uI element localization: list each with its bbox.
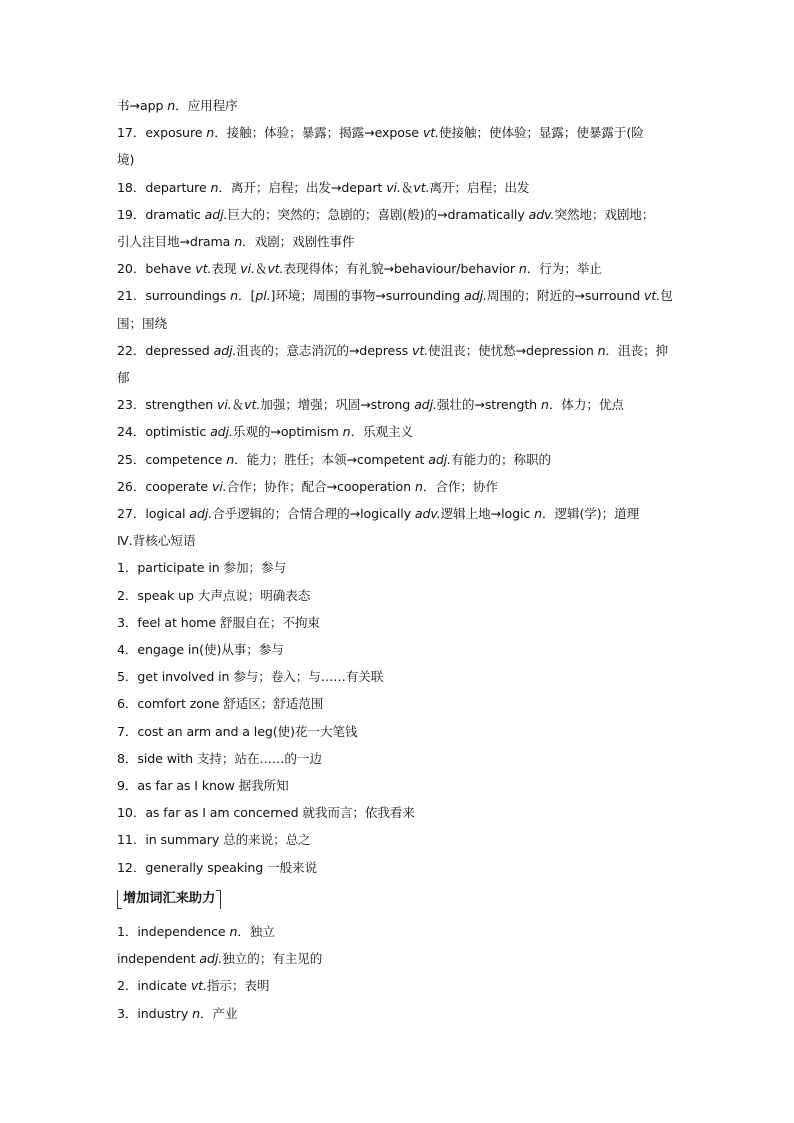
part-of-speech: n — [229, 923, 238, 939]
part-of-speech: vt. — [644, 288, 661, 304]
text-segment: independent — [117, 951, 200, 967]
part-of-speech: vt. — [195, 261, 212, 277]
text-segment: ．乐观主义 — [350, 424, 414, 440]
text-line — [117, 282, 682, 309]
text-segment: ＆ — [231, 397, 245, 413]
part-of-speech: vi. — [211, 478, 227, 494]
text-segment: 有能力的；称职的 — [451, 451, 552, 467]
text-segment: 使沮丧；使忧愁→depression — [428, 342, 598, 358]
boxed-heading: 增加词汇来助力 — [117, 889, 221, 909]
text-segment: 19．dramatic — [117, 206, 205, 222]
part-of-speech: vt. — [422, 125, 439, 141]
text-line — [117, 119, 682, 146]
part-of-speech: adj. — [199, 951, 223, 967]
text-segment: 20．behave — [117, 261, 196, 277]
text-segment: ．行为；举止 — [526, 261, 602, 277]
part-of-speech: n — [342, 424, 351, 440]
phrase-item: 2．speak up 大声点说；明确表态 — [117, 587, 311, 603]
text-segment: ．逻辑(学)；道理 — [541, 506, 640, 522]
part-of-speech: n — [518, 261, 527, 277]
part-of-speech: n — [206, 125, 215, 141]
text-segment: 突然地；戏剧地； — [554, 206, 655, 222]
phrase-item: 9．as far as I know 据我所知 — [117, 778, 289, 794]
text-segment: 境) — [117, 152, 135, 168]
part-of-speech: adv. — [528, 206, 555, 222]
text-segment: 独立的；有主见的 — [222, 951, 323, 967]
text-line — [117, 92, 682, 119]
text-line — [117, 201, 682, 228]
text-segment: ．沮丧；抑 — [605, 342, 669, 358]
part-of-speech: adj. — [204, 206, 228, 222]
text-line — [117, 500, 682, 527]
text-segment: 2．indicate — [117, 978, 191, 994]
part-of-speech: adj. — [464, 288, 487, 304]
text-line — [117, 446, 682, 473]
phrase-item: 1．participate in 参加；参与 — [117, 560, 287, 576]
text-line — [117, 310, 682, 337]
part-of-speech: adj. — [428, 451, 452, 467]
document-page — [117, 92, 682, 1027]
text-segment: 21．surroundings — [117, 288, 231, 304]
part-of-speech: n — [597, 342, 606, 358]
text-segment: ＆ — [254, 261, 268, 277]
text-segment: 表现得体；有礼貌→behaviour/behavior — [283, 261, 519, 277]
phrase-list — [117, 554, 682, 880]
part-of-speech: n — [234, 234, 243, 250]
part-of-speech: n — [167, 98, 176, 113]
text-segment: ．独立 — [237, 923, 275, 939]
text-line — [117, 337, 682, 364]
text-segment: 17．exposure — [117, 125, 207, 141]
text-segment: 强壮的→strength — [436, 397, 541, 413]
text-segment: ．接触；体验；暴露；揭露→expose — [214, 125, 423, 141]
text-segment: ＆ — [400, 179, 414, 195]
phrase-item: 11．in summary 总的来说；总之 — [117, 832, 311, 848]
part-of-speech: vt. — [267, 261, 284, 277]
text-segment: 郁 — [117, 370, 130, 386]
text-line — [117, 418, 682, 445]
text-segment: 使接触；使体验；显露；使暴露于(险 — [438, 125, 644, 141]
part-of-speech: vt. — [190, 978, 207, 994]
text-line — [117, 918, 682, 945]
text-segment: 书→app — [117, 98, 168, 113]
section-title: Ⅳ.背核心短语 — [117, 533, 196, 549]
text-segment: ．合作；协作 — [422, 478, 498, 494]
part-of-speech: n — [540, 397, 549, 413]
text-segment: 24．optimistic — [117, 424, 211, 440]
phrase-item: 5．get involved in 参与；卷入；与……有关联 — [117, 669, 384, 685]
part-of-speech: adj. — [213, 342, 237, 358]
part-of-speech: n — [192, 1005, 200, 1021]
text-segment: ．产业 — [200, 1005, 238, 1021]
extra-vocabulary-list — [117, 918, 682, 1027]
text-segment: 26．cooperate — [117, 478, 212, 494]
text-segment: 引人注目地→drama — [117, 234, 235, 250]
phrase-item: 10．as far as I am concerned 就我而言；依我看来 — [117, 805, 415, 821]
phrase-item: 7．cost an arm and a leg(使)花一大笔钱 — [117, 723, 358, 739]
part-of-speech: adv. — [414, 506, 441, 522]
phrase-item: 8．side with 支持；站在……的一边 — [117, 750, 322, 766]
text-segment: 18．departure — [117, 179, 211, 195]
text-segment: 表现 — [211, 261, 241, 277]
phrase-item: 12．generally speaking 一般来说 — [117, 859, 318, 875]
text-segment: 包 — [660, 288, 673, 304]
text-line — [117, 391, 682, 418]
text-segment: ]环境；周围的事物→surrounding — [270, 288, 465, 304]
part-of-speech: vi. — [217, 397, 232, 413]
text-line — [117, 228, 682, 255]
part-of-speech: vt. — [413, 179, 430, 195]
text-segment: 乐观的→optimism — [232, 424, 343, 440]
part-of-speech: n — [210, 179, 219, 195]
text-segment: 3．industry — [117, 1005, 193, 1021]
text-segment: 1．independence — [117, 923, 230, 939]
text-segment: 22．depressed — [117, 342, 214, 358]
text-line — [117, 364, 682, 391]
part-of-speech: n — [534, 506, 542, 522]
part-of-speech: adj. — [414, 397, 437, 413]
text-line — [117, 972, 682, 999]
text-segment: 巨大的；突然的；急剧的；喜剧(般)的→dramatically — [227, 206, 529, 222]
part-of-speech: vi. — [240, 261, 255, 277]
part-of-speech: n — [230, 288, 239, 304]
text-segment: ．离开；启程；出发→depart — [218, 179, 387, 195]
text-segment: ．戏剧；戏剧性事件 — [242, 234, 355, 250]
text-segment: 周围的；附近的→surround — [486, 288, 644, 304]
text-line — [117, 146, 682, 173]
text-segment: 27．logical — [117, 506, 190, 522]
part-of-speech: vt. — [412, 342, 429, 358]
text-line — [117, 1000, 682, 1027]
text-segment: ．[ — [238, 288, 256, 304]
text-line — [117, 945, 682, 972]
part-of-speech: n — [414, 478, 423, 494]
text-segment: 沮丧的；意志消沉的→depress — [236, 342, 413, 358]
part-of-speech: n — [226, 451, 235, 467]
text-segment: ．应用程序 — [175, 98, 238, 113]
boxed-heading-wrap — [117, 881, 682, 918]
vocabulary-list — [117, 92, 682, 527]
part-of-speech: adj. — [210, 424, 233, 440]
text-segment: 指示；表明 — [206, 978, 270, 994]
text-segment: 离开；启程；出发 — [429, 179, 530, 195]
text-line — [117, 473, 682, 500]
text-segment: 23．strengthen — [117, 397, 217, 413]
part-of-speech: vt. — [244, 397, 261, 413]
phrase-item: 6．comfort zone 舒适区；舒适范围 — [117, 696, 324, 712]
phrase-item: 3．feel at home 舒服自在；不拘束 — [117, 614, 320, 630]
text-segment: 合作；协作；配合→cooperation — [226, 478, 415, 494]
text-segment: 合乎逻辑的；合情合理的→logically — [212, 506, 415, 522]
text-segment: 加强；增强；巩固→strong — [260, 397, 415, 413]
phrase-item: 4．engage in(使)从事；参与 — [117, 642, 284, 658]
text-segment: ．能力；胜任；本领→competent — [234, 451, 429, 467]
text-line — [117, 174, 682, 201]
text-line — [117, 255, 682, 282]
text-segment: 逻辑上地→logic — [440, 506, 535, 522]
part-of-speech: pl. — [255, 288, 271, 304]
text-segment: 25．competence — [117, 451, 227, 467]
part-of-speech: vi. — [386, 179, 401, 195]
text-segment: ．体力；优点 — [548, 397, 624, 413]
text-segment: 围；围绕 — [117, 315, 167, 331]
part-of-speech: adj. — [189, 506, 213, 522]
